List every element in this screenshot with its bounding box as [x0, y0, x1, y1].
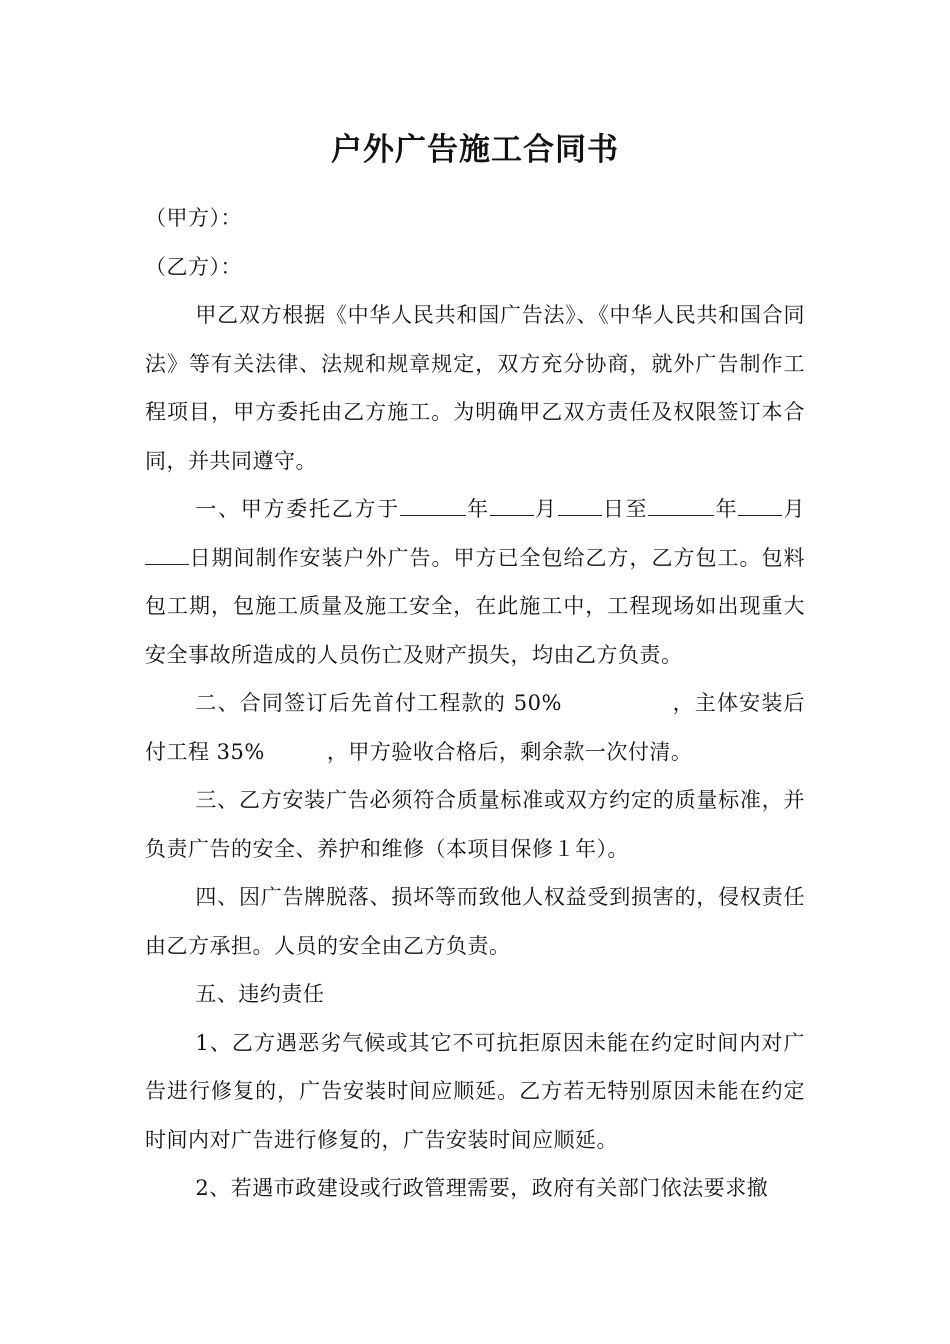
clause-2-final-payment: ，甲方验收合格后，剩余款一次付清。 [326, 739, 693, 764]
blank-end-month [738, 493, 782, 516]
blank-end-day [145, 541, 189, 564]
clause-4: 四、因广告牌脱落、损坏等而致他人权益受到损害的，侵权责任由乙方承担。人员的安全由乙方负责。 [145, 885, 805, 958]
party-a-line: （甲方）： [145, 206, 242, 230]
clause-5-2: 2、若遇市政建设或行政管理需要，政府有关部门依法要求撤 [195, 1176, 769, 1200]
party-b-line: （乙方）： [145, 254, 242, 279]
blank-start-month [490, 493, 534, 516]
clause-5-1: 1、乙方遇恶劣气候或其它不可抗拒原因未能在约定时间内对广告进行修复的，广告安装时间应顺延。乙方若无特别原因未能在约定时间内对广告进行修复的，广告安装时间应顺延。 [145, 1030, 805, 1152]
clause-2-first-payment: 二、合同签订后先首付工程款的 50% [195, 691, 562, 715]
document-body [145, 194, 805, 1213]
clause-5-heading: 五、违约责任 [195, 982, 325, 1006]
document-title: 户外广告施工合同书 [331, 132, 619, 168]
day-to-label: 日至 [601, 497, 649, 521]
blank-start-year [400, 493, 466, 516]
clause-1-text: 一、甲方委托乙方于 [195, 497, 400, 521]
month-label: 月 [533, 497, 558, 521]
clause-2-second-payment: ，主体安装后付工程 35% [145, 691, 805, 764]
clause-2 [145, 679, 805, 776]
intro-paragraph: 甲乙双方根据《中华人民共和国广告法》、《中华人民共和国合同法》等有关法律、法规和规章规定，双方充分协商，就外广告制作工程项目，甲方委托由乙方施工。为明确甲乙双方责任及权限签订本合同，并共同遵守。 [145, 303, 805, 473]
year-label: 年 [465, 497, 490, 521]
blank-start-day [558, 493, 602, 516]
clause-1 [145, 485, 805, 679]
clause-1-rest: 日期间制作安装户外广告。甲方已全包给乙方，乙方包工。包料包工期，包施工质量及施工安全，在此施工中，工程现场如出现重大安全事故所造成的人员伤亡及财产损失，均由乙方负责。 [145, 545, 805, 667]
month-label: 月 [782, 497, 806, 521]
clause-3: 三、乙方安装广告必须符合质量标准或双方约定的质量标准，并负责广告的安全、养护和维修（本项目保修１年）。 [145, 788, 805, 861]
blank-end-year [648, 493, 714, 516]
year-label: 年 [714, 497, 739, 521]
